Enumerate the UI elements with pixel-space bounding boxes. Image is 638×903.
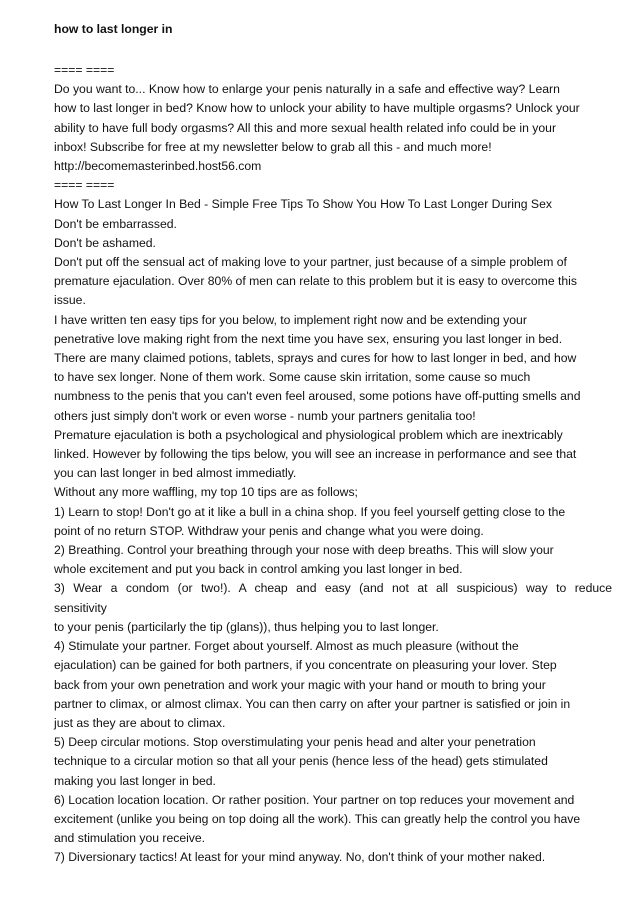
document-title: how to last longer in [54, 22, 173, 36]
text-line: just as they are about to climax. [54, 715, 226, 730]
text-line: point of no return STOP. Withdraw your penis and change what you were doing. [54, 523, 484, 538]
text-line: and stimulation you receive. [54, 831, 206, 846]
text-line: whole excitement and put you back in control amking you last longer in bed. [54, 562, 463, 577]
text-line: issue. [54, 293, 86, 308]
text-line: penetrative love making right from the next time you have sex, ensuring you last longer in bed. [54, 331, 563, 346]
text-line: 7) Diversionary tactics! At least for your mind anyway. No, don't think of your mother naked. [54, 850, 546, 865]
text-line: technique to a circular motion so that all your penis (hence less of the head) gets stimulated [54, 754, 548, 769]
text-line: making you last longer in bed. [54, 773, 216, 788]
text-line: ejaculation) can be gained for both partners, if you concentrate on pleasuring your lover. Step [54, 658, 557, 673]
text-line: 6) Location location location. Or rather position. Your partner on top reduces your movement and [54, 792, 575, 807]
text-line: how to last longer in bed? Know how to unlock your ability to have multiple orgasms? Unlock your [54, 101, 580, 116]
text-line: 3) Wear a condom (or two!). A cheap and easy (and not at all suspicious) way to reduce [54, 581, 612, 596]
text-line: Don't be ashamed. [54, 235, 156, 250]
text-line: 5) Deep circular motions. Stop overstimulating your penis head and alter your penetration [54, 735, 536, 750]
text-line: Do you want to... Know how to enlarge your penis naturally in a safe and effective way? Learn [54, 82, 560, 97]
text-line: 2) Breathing. Control your breathing through your nose with deep breaths. This will slow your [54, 543, 554, 558]
text-line: ==== ==== [54, 63, 115, 77]
text-line: back from your own penetration and work your magic with your hand or mouth to bring your [54, 677, 546, 692]
text-line: Don't put off the sensual act of making love to your partner, just because of a simple problem of [54, 255, 567, 270]
text-line: sensitivity [54, 600, 107, 615]
text-line: numbness to the penis that you can't even feel aroused, some potions have off-putting smells and [54, 389, 581, 404]
text-line: I have written ten easy tips for you below, to implement right now and be extending your [54, 312, 527, 327]
text-line: you can last longer in bed almost immediatly. [54, 466, 297, 481]
text-line: linked. However by following the tips below, you will see an increase in performance and see that [54, 447, 577, 462]
text-line: to your penis (particilarly the tip (glans)), thus helping you to last longer. [54, 619, 439, 634]
text-line: partner to climax, or almost climax. You can then carry on after your partner is satisfied or join in [54, 696, 571, 711]
text-line: Premature ejaculation is both a psychological and physiological problem which are inextricably [54, 427, 563, 442]
text-line: Don't be embarrassed. [54, 216, 177, 231]
text-line: ability to have full body orgasms? All this and more sexual health related info could be in your [54, 120, 557, 135]
article-heading: How To Last Longer In Bed - Simple Free Tips To Show You How To Last Longer During Sex [54, 197, 552, 212]
text-line: premature ejaculation. Over 80% of men can relate to this problem but it is easy to overcome this [54, 274, 577, 289]
text-line: inbox! Subscribe for free at my newsletter below to grab all this - and much more! [54, 139, 492, 154]
text-line: ==== ==== [54, 178, 115, 193]
text-line: excitement (unlike you being on top doing all the work). This can greatly help the control you have [54, 811, 581, 826]
text-line: 4) Stimulate your partner. Forget about yourself. Almost as much pleasure (without the [54, 639, 519, 654]
text-line: There are many claimed potions, tablets, sprays and cures for how to last longer in bed, and how [54, 351, 577, 366]
newsletter-link-text: http://becomemasterinbed.host56.com [54, 159, 262, 174]
document-body [54, 61, 612, 868]
text-line: others just simply don't work or even worse - numb your partners genitalia too! [54, 408, 476, 423]
text-line: Without any more waffling, my top 10 tips are as follows; [54, 485, 358, 500]
text-line: 1) Learn to stop! Don't go at it like a bull in a china shop. If you feel yourself getting close to the [54, 504, 566, 519]
text-line: to have sex longer. None of them work. Some cause skin irritation, some cause so much [54, 370, 531, 385]
